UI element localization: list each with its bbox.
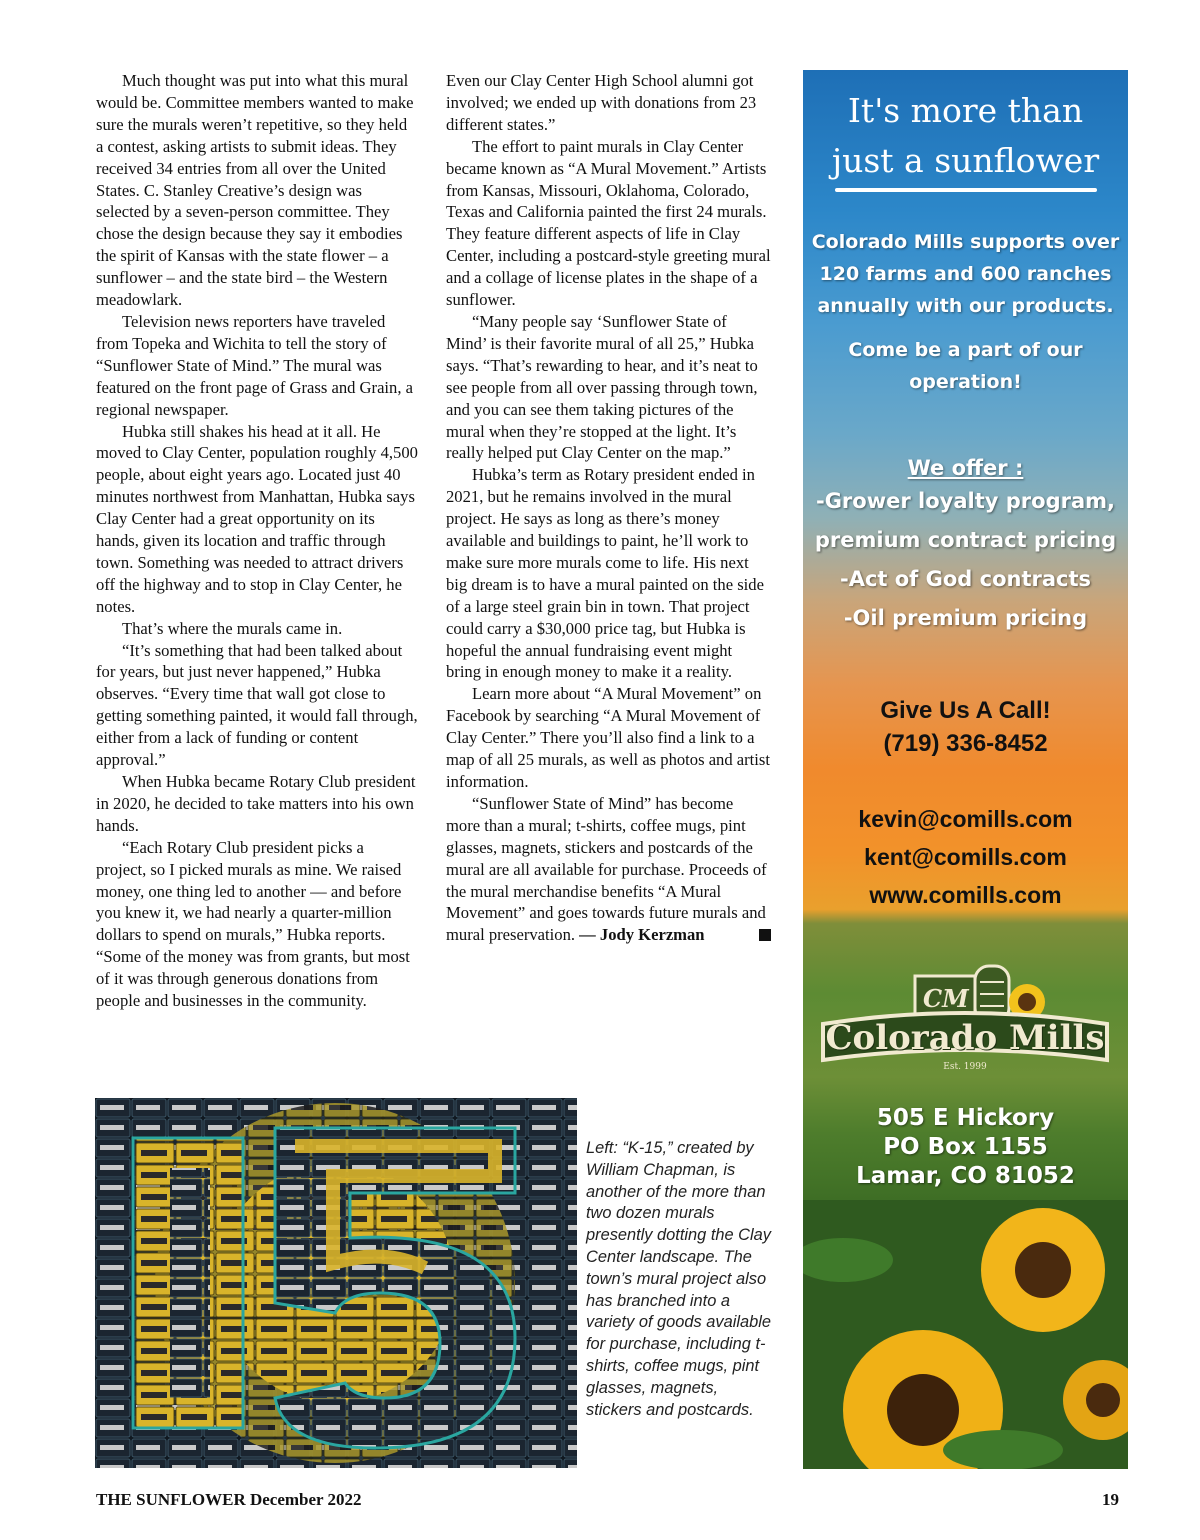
colorado-mills-logo [815, 962, 1115, 1082]
ad-support-line: annually with our products. [817, 295, 1114, 317]
photo-caption: Left: “K-15,” created by William Chapman, is another of the more than two dozen murals presently dotting the Clay Center landscape. The town’s mural project also has branched into a variety of goods available for purchase, including t-shirts, coffee mugs, pint glasses, magnets, stickers and postcards. [586, 1139, 771, 1419]
address-line: PO Box 1155 [883, 1134, 1048, 1160]
license-plate-mural-image [95, 1098, 577, 1468]
paragraph: That’s where the murals came in. [122, 618, 343, 638]
article-column-2 [446, 70, 771, 946]
paragraph: The effort to paint murals in Clay Center became known as “A Mural Movement.” Artists from Kansas, Missouri, Oklahoma, Colorado, Texas and California painted the first 24 murals. They feature different aspects of life in Clay Center, including a postcard-style greeting mural and a collage of license plates in the shape of a sunflower. [446, 136, 771, 310]
ad-call-line: Give Us A Call! [880, 697, 1051, 724]
ad-invite-line: operation! [909, 371, 1022, 393]
paragraph: Hubka’s term as Rotary president ended in 2021, but he remains involved in the mural project. He says as long as there’s money available and buildings to paint, he’ll work to make sure more murals come to life. His next big dream is to have a mural painted on the side of a large steel grain bin in town. That project could carry a $30,000 price tag, but Hubka is hopeful the annual fundraising event might bring in enough money to make it a reality. [446, 465, 764, 682]
ad-offer-item: -Oil premium pricing [843, 606, 1088, 630]
ad-support-line: Colorado Mills supports over [811, 231, 1120, 253]
paragraph: When Hubka became Rotary Club president in 2020, he decided to take matters into his own hands. [96, 772, 416, 835]
ad-email: kent@comills.com [864, 844, 1067, 870]
ad-contacts [803, 800, 1128, 914]
mural-photo [95, 1098, 577, 1468]
logo-established: Est. 1999 [943, 1062, 987, 1072]
ad-offer-item: -Grower loyalty program, [815, 489, 1115, 513]
logo-monogram: CM [923, 984, 969, 1013]
sunflowers-image [803, 1200, 1128, 1469]
paragraph: Hubka still shakes his head at it all. He moved to Clay Center, population roughly 4,500 people, about eight years ago. Located just 40 minutes northwest from Manhattan, Hubka says Clay Center had a great opportunity on its hands, given its location and traffic through town. Something was needed to attract drivers off the highway and to stop in Clay Center, he notes. [96, 421, 418, 616]
ad-website: www.comills.com [869, 882, 1062, 908]
paragraph-text: “Sunflower State of Mind” has become more than a mural; t-shirts, coffee mugs, pint glasses, magnets, stickers and postcards of the mural are all available for purchase. Proceeds of the mural merchandise benefits “A Mural Movement” and goes towards future murals and mural preservation. [446, 793, 767, 945]
page-number: 19 [1102, 1490, 1119, 1509]
ad-headline-line: It's more than [847, 91, 1084, 130]
paragraph: Television news reporters have traveled from Topeka and Wichita to tell the story of “Sunflower State of Mind.” The mural was featured on the front page of Grass and Grain, a regional newspaper. [96, 311, 413, 419]
ad-support-text [803, 226, 1128, 322]
ad-headline-line: just a sunflower [831, 141, 1100, 180]
ad-phone: (719) 336-8452 [883, 730, 1048, 757]
ad-offer-item: premium contract pricing [814, 528, 1117, 552]
paragraph: “Many people say ‘Sunflower State of Mind’ is their favorite mural of all 25,” Hubka says. “That’s rewarding to hear, and it’s neat to see people from all over passing through town, and you can see them taking pictures of the mural when they’re stopped at the light. It’s really helped put Clay Center on the map.” [446, 311, 758, 463]
logo-name: Colorado Mills [825, 1018, 1105, 1058]
ad-offer-heading: We offer : [907, 456, 1024, 480]
ad-address [803, 1104, 1128, 1191]
byline: — Jody Kerzman [579, 925, 705, 945]
paragraph: “Each Rotary Club president picks a project, so I picked murals as mine. We raised money, one thing led to another — and before you knew it, we had nearly a quarter-million dollars to spend on murals,” Hubka reports. “Some of the money was from grants, but most of it was through generous donations from people and businesses in the community. [96, 837, 410, 1011]
paragraph: Even our Clay Center High School alumni got involved; we ended up with donations from 23 different states.” [446, 71, 757, 134]
ad-offer-item: -Act of God contracts [839, 567, 1092, 591]
ad-headline [803, 86, 1128, 186]
paragraph: Much thought was put into what this mural would be. Committee members wanted to make sure the murals weren’t repetitive, so they held a contest, asking artists to submit ideas. They received 34 entries from all over the United States. C. Stanley Creative’s design was selected by a seven-person committee. They chose the design because they say it embodies the spirit of Kansas with the state flower – a sunflower – and the state bird – the Western meadowlark. [96, 71, 414, 310]
address-line: 505 E Hickory [876, 1105, 1055, 1131]
ad-email: kevin@comills.com [858, 806, 1073, 832]
ad-call [803, 694, 1128, 760]
ad-invite-line: Come be a part of our [848, 339, 1083, 361]
address-line: Lamar, CO 81052 [856, 1163, 1075, 1189]
article-column-1 [96, 70, 418, 1012]
ad-divider [835, 188, 1097, 192]
end-mark-icon [759, 929, 771, 941]
ad-offer-list [803, 482, 1128, 638]
paragraph: “It’s something that had been talked about for years, but just never happened,” Hubka observes. “Every time that wall got close to getting something painted, it would fall through, either from a lack of funding or content approval.” [96, 640, 418, 770]
paragraph: Learn more about “A Mural Movement” on Facebook by searching “A Mural Movement of Clay Center.” There you’ll also find a link to a map of all 25 murals, as well as photos and artist information. [446, 684, 770, 791]
ad-support-line: 120 farms and 600 ranches [819, 263, 1112, 285]
paragraph-last [446, 793, 771, 946]
colorado-mills-ad [803, 70, 1128, 1469]
footer-publication: THE SUNFLOWER December 2022 [96, 1490, 362, 1509]
ad-invite-text [803, 334, 1128, 398]
